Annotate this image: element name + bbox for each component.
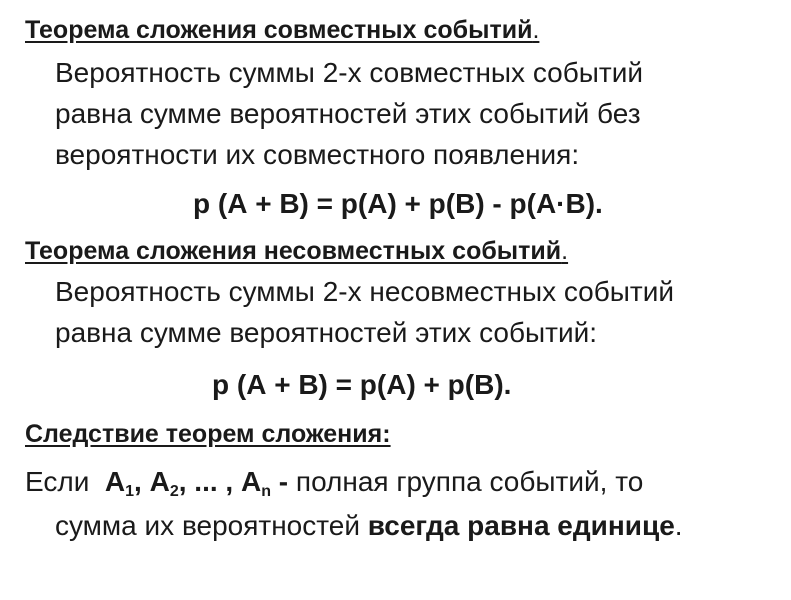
theorem2-title: Теорема сложения несовместных событий [25,237,562,265]
corollary-line2-end: . [674,510,683,541]
theorem2-heading [25,237,568,266]
theorem1-line2: равна сумме вероятностей этих событий без [55,98,641,129]
theorem2-title-end: . [561,237,569,265]
corollary-if-word: Если [25,466,90,497]
event-an: $А_n$ [241,466,272,500]
theorem1-heading [25,16,539,45]
theorem1-formula: р (А + В) = р(А) + р(В) - р(А·В). [193,188,603,219]
theorem1-title: Теорема сложения совместных событий [25,16,533,44]
theorem1-line1: Вероятность суммы 2-х совместных событий [55,57,643,88]
corollary-line2-bold: всегда равна единице [367,510,675,541]
theorem2-formula: р (А + В) = р(А) + р(В). [212,369,512,400]
theorem2-line1: Вероятность суммы 2-х несовместных событий [55,276,675,307]
event-ellipsis: , ... , [178,466,234,497]
corollary-line1 [25,458,643,505]
corollary-line2-start: сумма их вероятностей [55,510,360,541]
theorem1-line3: вероятности их совместного появления: [55,139,580,170]
corollary-rest1: полная группа событий, то [295,466,644,497]
theorem1-title-end: . [532,16,540,44]
event-a2: $А_2$ [149,466,179,500]
corollary-line2 [55,502,683,549]
theorem2-line2: равна сумме вероятностей этих событий: [55,317,598,348]
event-a1: $А_1$, [104,466,142,500]
corollary-dash: - [278,466,289,497]
corollary-heading: Следствие теорем сложения: [25,420,391,448]
